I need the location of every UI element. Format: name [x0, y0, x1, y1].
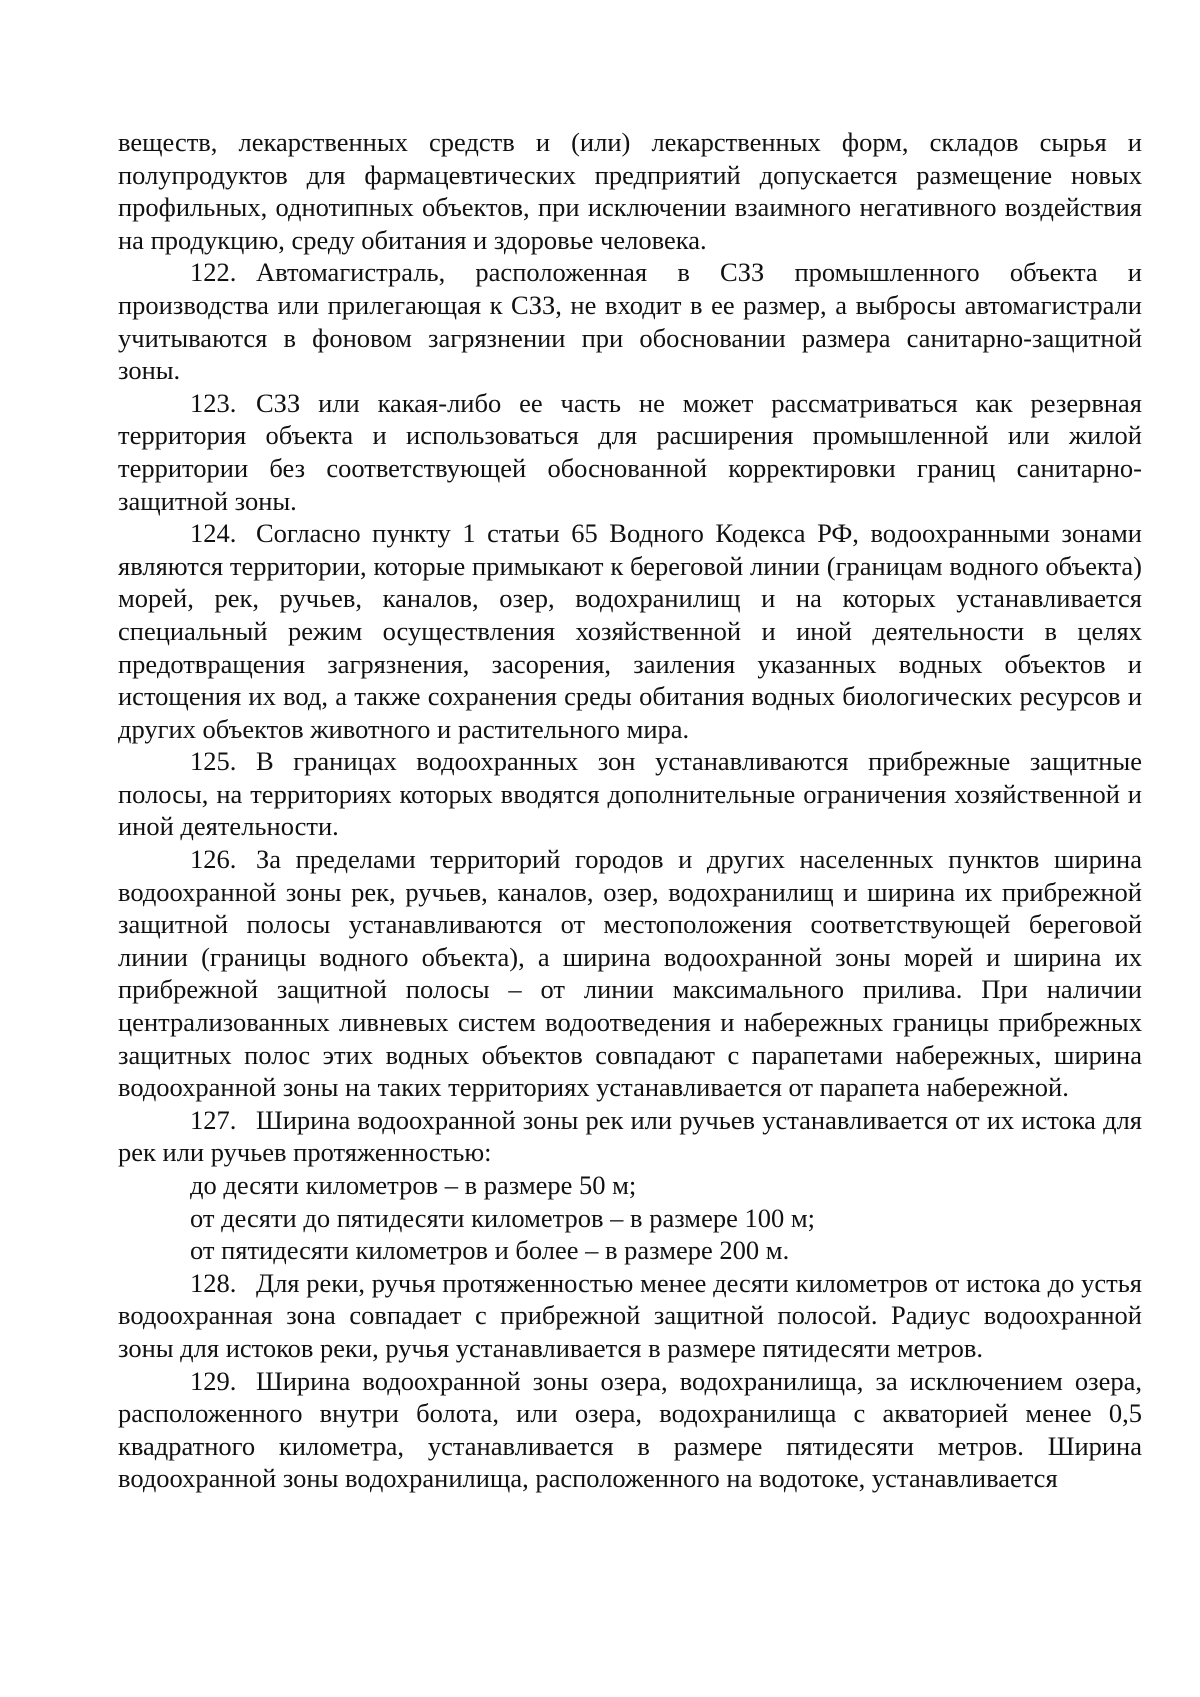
paragraph-124: [118, 517, 1142, 745]
paragraph-125: [118, 745, 1142, 843]
paragraph-number: 124.: [190, 518, 237, 549]
paragraph-text: СЗЗ или какая-либо ее часть не может рассматриваться как резервная территория объекта и использоваться для расширения промышленной или жилой территории без соответствующей обоснованной корректировки границ санитарно-защитной зоны.: [118, 387, 1142, 516]
list-item-over-50km: от пятидесяти километров и более – в размере 200 м.: [190, 1235, 790, 1266]
intro-paragraph: веществ, лекарственных средств и (или) лекарственных форм, складов сырья и полупродуктов для фармацевтических предприятий допускается размещение новых профильных, однотипных объектов, при исключении взаимного негативного воздействия на продукцию, среду обитания и здоровье человека.: [118, 127, 1142, 255]
paragraph-126: [118, 843, 1142, 1104]
paragraph-number: 122.: [190, 257, 237, 288]
paragraph-text: Ширина водоохранной зоны озера, водохранилища, за исключением озера, расположенного внутри болота, или озера, водохранилища с акваторией менее 0,5 квадратного километра, устанавливается в размере пятидесяти метров. Ширина водоохранной зоны водохранилища, расположенного на водотоке, устанавливается: [118, 1365, 1142, 1494]
document-page: [118, 126, 1142, 1495]
paragraph-text: Автомагистраль, расположенная в СЗЗ промышленного объекта и производства или прилегающая к СЗЗ, не входит в ее размер, а выбросы автомагистрали учитываются в фоновом загрязнении при обосновании размера санитарно-защитной зоны.: [118, 257, 1142, 386]
paragraph-number: 127.: [190, 1104, 237, 1135]
paragraph-number: 126.: [190, 844, 237, 875]
paragraph-127: [118, 1104, 1142, 1169]
paragraph-text: За пределами территорий городов и других населенных пунктов ширина водоохранной зоны рек, ручьев, каналов, озер, водохранилищ и ширина их прибрежной защитной полосы устанавливаются от местоположения соответствующей береговой линии (границы водного объекта), а ширина водоохранной зоны морей и ширина их прибрежной защитной полосы – от линии максимального прилива. При наличии централизованных ливневых систем водоотведения и набережных границы прибрежных защитных полос этих водных объектов совпадают с парапетами набережных, ширина водоохранной зоны на таких территориях устанавливается от парапета набережной.: [118, 844, 1142, 1103]
paragraph-text: Согласно пункту 1 статьи 65 Водного Кодекса РФ, водоохранными зонами являются территории, которые примыкают к береговой линии (границам водного объекта) морей, рек, ручьев, каналов, озер, водохранилищ и на которых устанавливается специальный режим осуществления хозяйственной и иной деятельности в целях предотвращения загрязнения, засорения, заиления указанных водных объектов и истощения их вод, а также сохранения среды обитания водных биологических ресурсов и других объектов животного и растительного мира.: [118, 518, 1142, 744]
list-item-10km: до десяти километров – в размере 50 м;: [190, 1170, 637, 1200]
list-item-50km: от десяти до пятидесяти километров – в размере 100 м;: [190, 1202, 815, 1233]
paragraph-129: [118, 1365, 1142, 1495]
paragraph-128: [118, 1267, 1142, 1365]
paragraph-text: В границах водоохранных зон устанавливаются прибрежные защитные полосы, на территориях которых вводятся дополнительные ограничения хозяйственной и иной деятельности.: [118, 746, 1142, 842]
paragraph-122: [118, 256, 1142, 386]
paragraph-text: Для реки, ручья протяженностью менее десяти километров от истока до устья водоохранная зона совпадает с прибрежной защитной полосой. Радиус водоохранной зоны для истоков реки, ручья устанавливается в размере пятидесяти метров.: [118, 1267, 1142, 1363]
paragraph-text: Ширина водоохранной зоны рек или ручьев устанавливается от их истока для рек или ручьев протяженностью:: [118, 1104, 1142, 1168]
paragraph-number: 125.: [190, 746, 237, 777]
paragraph-123: [118, 387, 1142, 517]
paragraph-number: 123.: [190, 387, 237, 418]
paragraph-number: 129.: [190, 1365, 237, 1396]
paragraph-number: 128.: [190, 1267, 237, 1298]
